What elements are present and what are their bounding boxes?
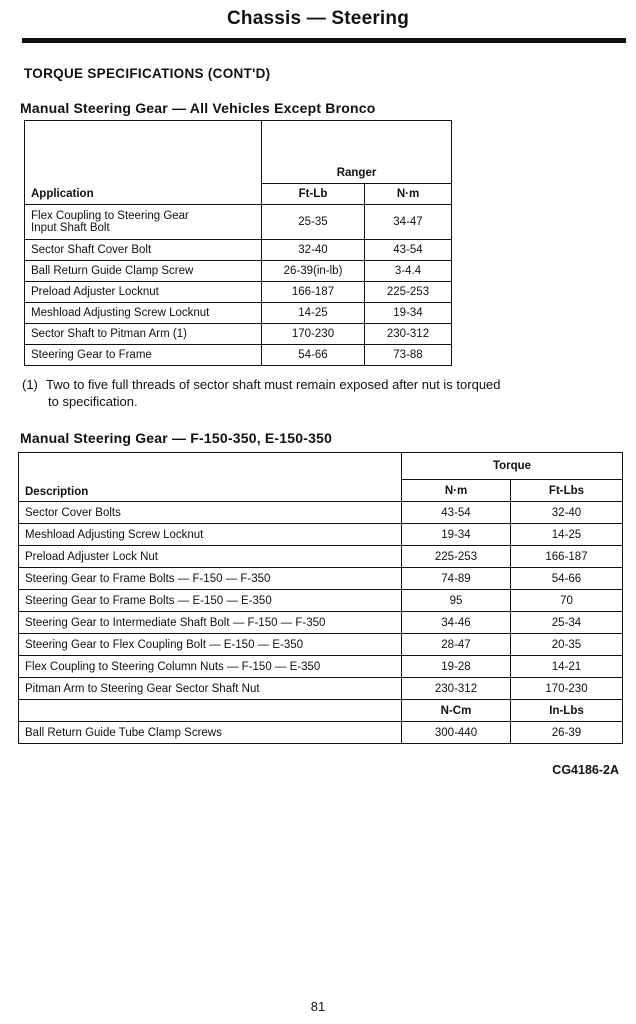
table1-col-ftlb: Ft-Lb: [262, 184, 365, 205]
table1-cell-application: Steering Gear to Frame: [25, 345, 262, 366]
table2-cell-ncm: 300-440: [402, 722, 511, 744]
table-row: [19, 546, 623, 568]
table2-subheader-inlbs: In-Lbs: [511, 700, 623, 722]
table2-cell-ftlbs: 170-230: [511, 678, 623, 700]
header-rule: [22, 38, 626, 43]
table2-cell-nm: 74-89: [402, 568, 511, 590]
footnote-line1: Two to five full threads of sector shaft must remain exposed after nut is torqued: [46, 377, 501, 392]
table2-cell-nm: 34-46: [402, 612, 511, 634]
table1-cell-application: Meshload Adjusting Screw Locknut: [25, 303, 262, 324]
table2: [18, 452, 623, 744]
table2-cell-ftlbs: 32-40: [511, 502, 623, 524]
table2-cell-description: Sector Cover Bolts: [19, 502, 402, 524]
table2-cell-nm: 230-312: [402, 678, 511, 700]
table-row: [19, 524, 623, 546]
table2-cell-ftlbs: 166-187: [511, 546, 623, 568]
table1-cell-nm: 43-54: [365, 240, 452, 261]
table1-cell-ftlb: 26-39(in-lb): [262, 261, 365, 282]
table-row: [25, 205, 452, 240]
table2-group-header: Torque: [402, 453, 623, 480]
table2-cell-nm: 28-47: [402, 634, 511, 656]
table1-cell-nm: 3-4.4: [365, 261, 452, 282]
table2-cell-nm: 43-54: [402, 502, 511, 524]
table-subheader-row: [19, 700, 623, 722]
table-row: [19, 678, 623, 700]
table2-title: Manual Steering Gear — F-150-350, E-150-350: [20, 430, 333, 446]
table2-cell-nm: 95: [402, 590, 511, 612]
table1-title: Manual Steering Gear — All Vehicles Except Bronco: [20, 100, 376, 116]
table2-cell-nm: 19-34: [402, 524, 511, 546]
footnote-number: (1): [22, 377, 38, 392]
page-number: 81: [310, 999, 326, 1014]
table1-cell-ftlb: 170-230: [262, 324, 365, 345]
table2-subheader-empty: [19, 700, 402, 722]
table-row: [19, 590, 623, 612]
table-row: [19, 722, 623, 744]
table1-cell-application: Preload Adjuster Locknut: [25, 282, 262, 303]
table1-cell-ftlb: 25-35: [262, 205, 365, 240]
table-row: [25, 345, 452, 366]
table-row: [19, 612, 623, 634]
table2-cell-nm: 19-28: [402, 656, 511, 678]
table-row: [25, 282, 452, 303]
table-row: [19, 634, 623, 656]
table2-col-description: Description: [19, 453, 402, 502]
footnote-line2: to specification.: [48, 394, 138, 409]
table2-cell-description: Steering Gear to Frame Bolts — F-150 — F-350: [19, 568, 402, 590]
table2-cell-ftlbs: 20-35: [511, 634, 623, 656]
table2-cell-description: Pitman Arm to Steering Gear Sector Shaft Nut: [19, 678, 402, 700]
footnote: [22, 376, 627, 410]
page-header-title: Chassis — Steering: [226, 8, 410, 29]
table1-cell-nm: 19-34: [365, 303, 452, 324]
table1-cell-application: Sector Shaft to Pitman Arm (1): [25, 324, 262, 345]
table2-cell-description: Steering Gear to Flex Coupling Bolt — E-150 — E-350: [19, 634, 402, 656]
table2-cell-description: Ball Return Guide Tube Clamp Screws: [19, 722, 402, 744]
table1-cell-nm: 34-47: [365, 205, 452, 240]
table1-cell-nm: 230-312: [365, 324, 452, 345]
table1-cell-ftlb: 32-40: [262, 240, 365, 261]
table2-cell-description: Meshload Adjusting Screw Locknut: [19, 524, 402, 546]
table1-cell-application: Ball Return Guide Clamp Screw: [25, 261, 262, 282]
section-heading: TORQUE SPECIFICATIONS (CONT'D): [24, 66, 271, 81]
table2-cell-ftlbs: 25-34: [511, 612, 623, 634]
table2-cell-inlbs: 26-39: [511, 722, 623, 744]
table1-col-nm: N·m: [365, 184, 452, 205]
table1-cell-application: [25, 205, 262, 240]
table2-cell-ftlbs: 14-25: [511, 524, 623, 546]
table2-cell-ftlbs: 54-66: [511, 568, 623, 590]
app-line: Input Shaft Bolt: [31, 222, 110, 234]
table1: [24, 120, 452, 366]
table2-subheader-ncm: N-Cm: [402, 700, 511, 722]
table-row: [25, 240, 452, 261]
figure-code: CG4186-2A: [552, 763, 619, 777]
table2-col-nm: N·m: [402, 480, 511, 502]
table1-cell-ftlb: 54-66: [262, 345, 365, 366]
table1-group-header: Ranger: [262, 121, 452, 184]
table-row: [19, 502, 623, 524]
app-line: Flex Coupling to Steering Gear: [31, 210, 189, 222]
table2-cell-description: Preload Adjuster Lock Nut: [19, 546, 402, 568]
table1-cell-ftlb: 166-187: [262, 282, 365, 303]
table2-cell-nm: 225-253: [402, 546, 511, 568]
table1-cell-nm: 73-88: [365, 345, 452, 366]
table2-cell-description: Flex Coupling to Steering Column Nuts — F-150 — E-350: [19, 656, 402, 678]
table-row: [25, 261, 452, 282]
table1-col-application: Application: [25, 121, 262, 205]
table2-cell-ftlbs: 70: [511, 590, 623, 612]
table1-cell-application: Sector Shaft Cover Bolt: [25, 240, 262, 261]
table2-cell-description: Steering Gear to Frame Bolts — E-150 — E-350: [19, 590, 402, 612]
table-row: [19, 568, 623, 590]
table-row: [19, 656, 623, 678]
table1-cell-nm: 225-253: [365, 282, 452, 303]
table2-cell-description: Steering Gear to Intermediate Shaft Bolt — F-150 — F-350: [19, 612, 402, 634]
table1-cell-ftlb: 14-25: [262, 303, 365, 324]
table2-cell-ftlbs: 14-21: [511, 656, 623, 678]
table-row: [25, 303, 452, 324]
table-row: [25, 324, 452, 345]
table2-col-ftlbs: Ft-Lbs: [511, 480, 623, 502]
